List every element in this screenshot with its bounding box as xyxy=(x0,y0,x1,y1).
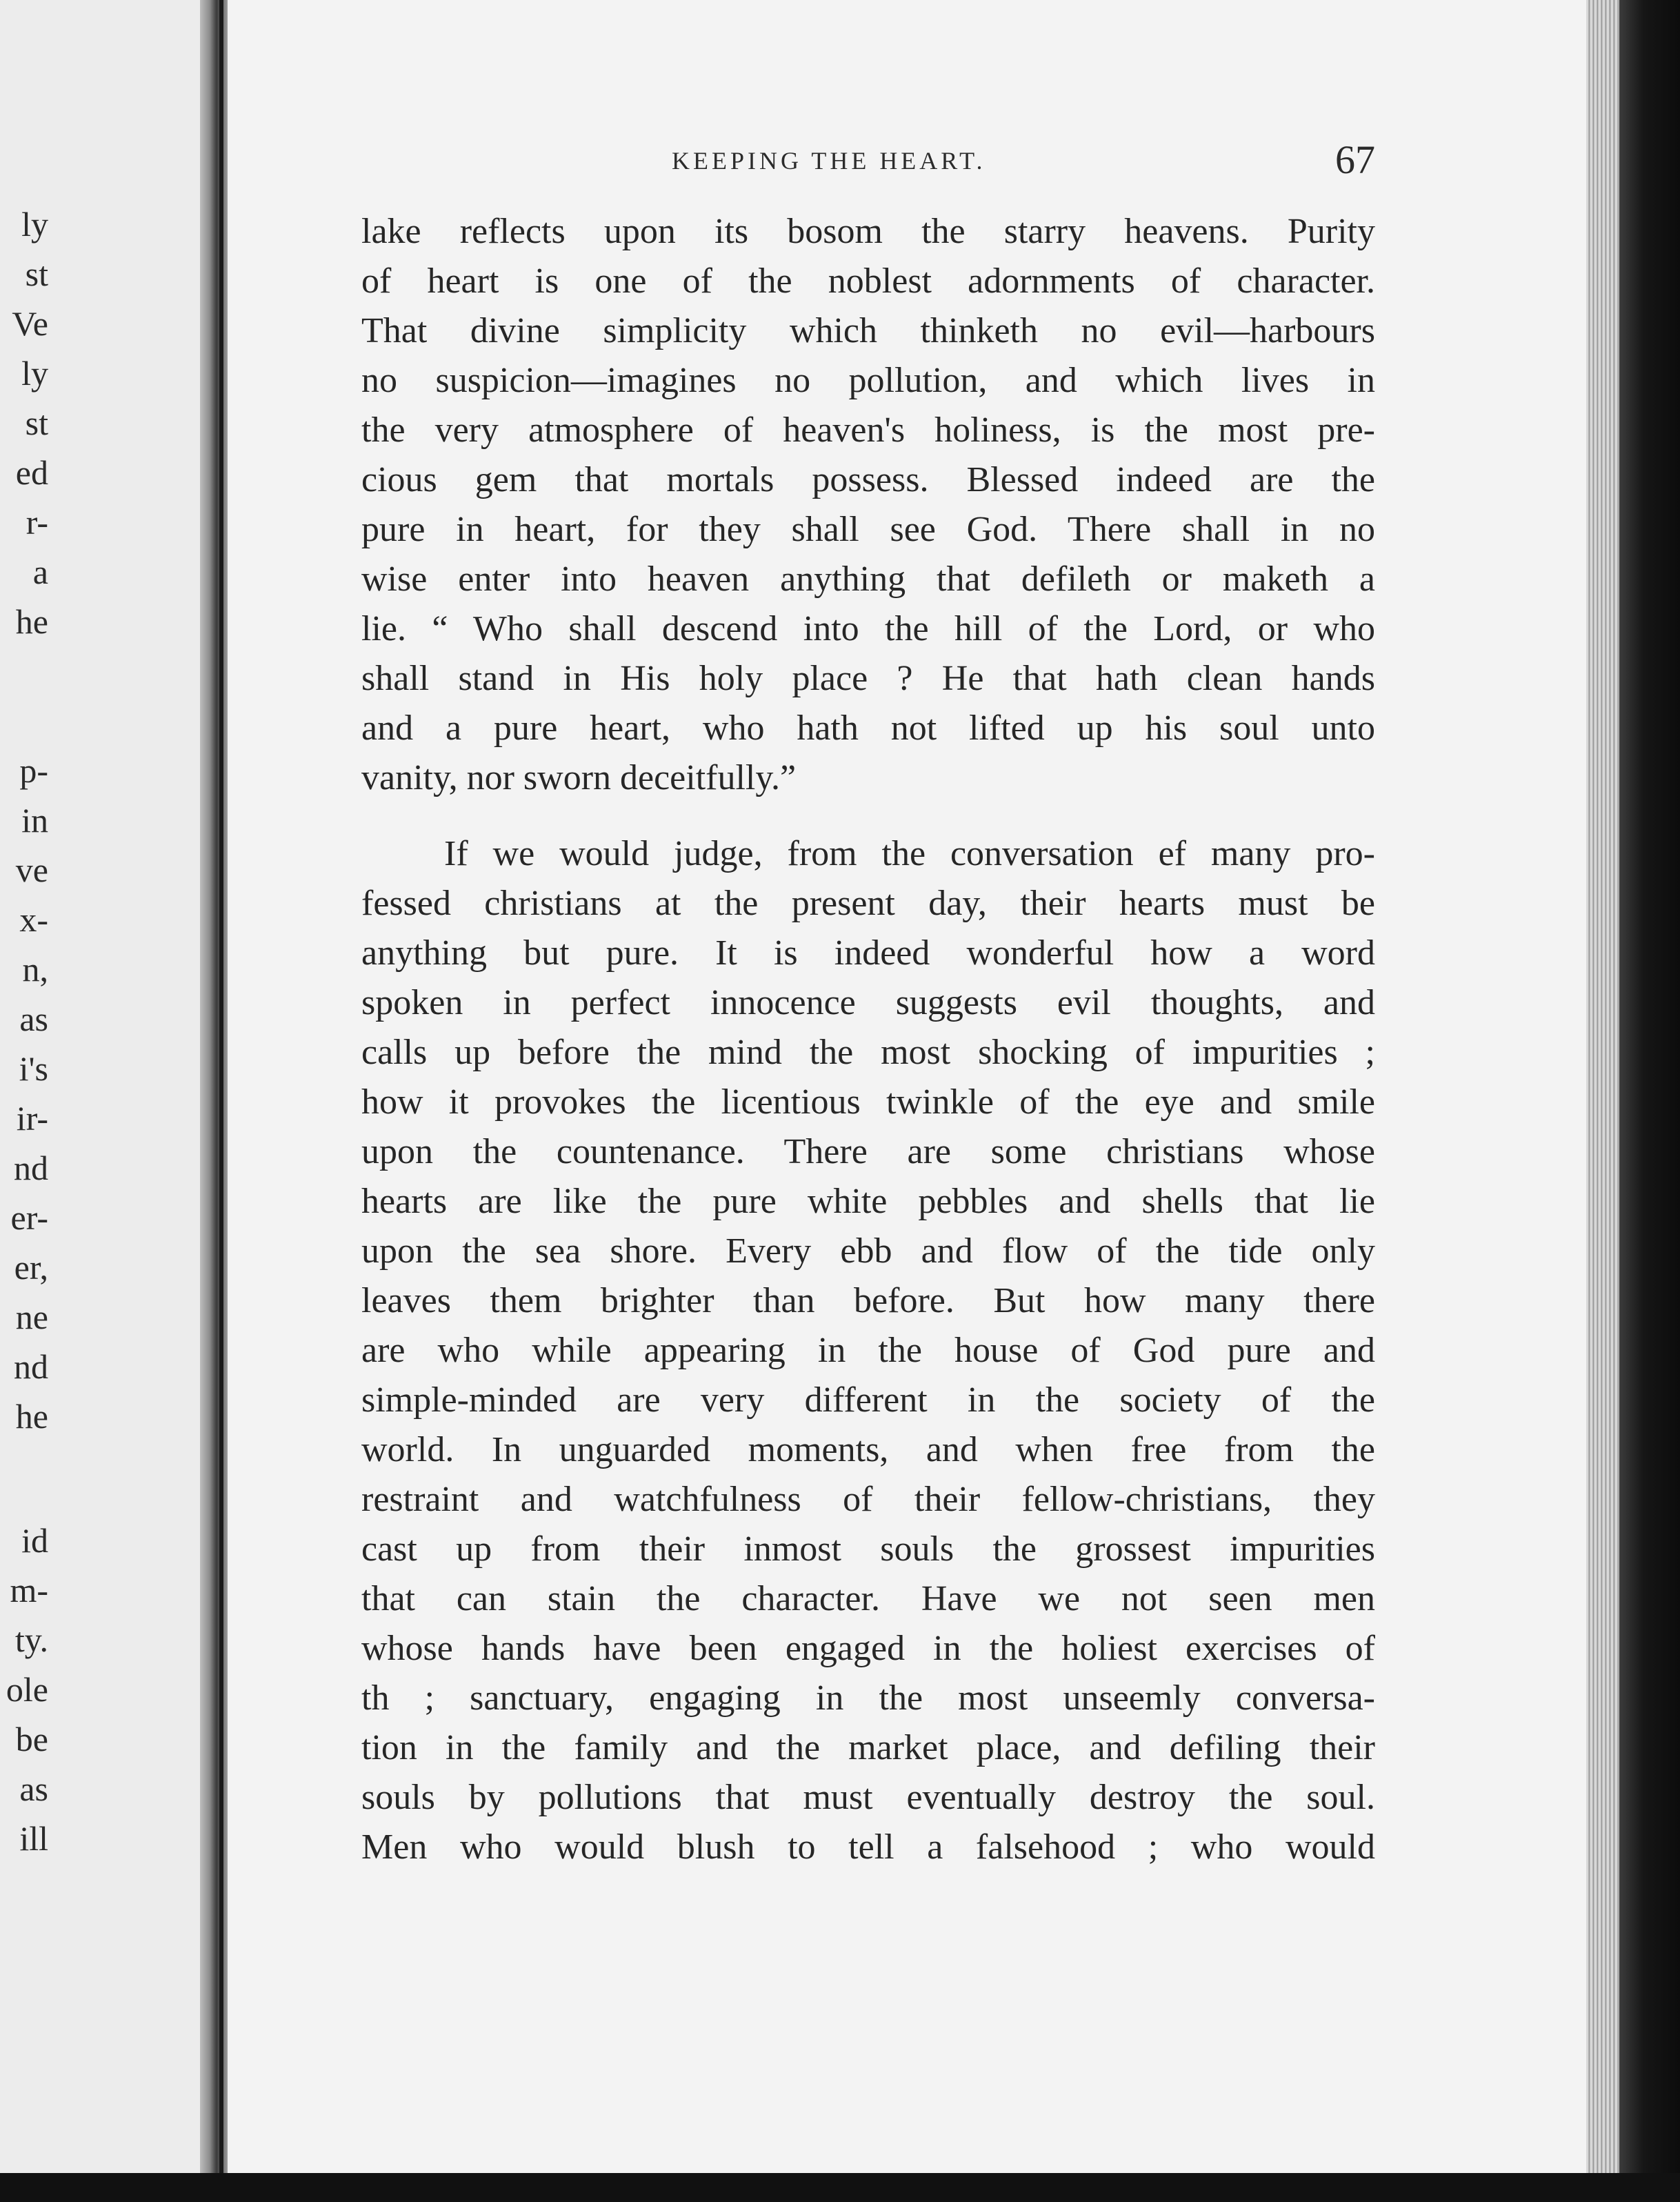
left-page-fragment: ir- xyxy=(16,1099,48,1138)
text-line: fessed christians at the present day, their hearts must be xyxy=(361,884,1375,923)
left-page-fragment: ed xyxy=(15,453,48,492)
paragraph xyxy=(361,207,1375,803)
left-page-fragment: p- xyxy=(19,751,48,790)
page-stack-edges xyxy=(1586,0,1619,2202)
left-page-fragment: er- xyxy=(10,1198,48,1237)
text-line: Men who would blush to tell a falsehood ; who would xyxy=(361,1827,1375,1867)
text-line: of heart is one of the noblest adornments of character. xyxy=(361,261,1375,301)
left-page-fragment: ly xyxy=(21,354,48,393)
left-page-fragment: ty. xyxy=(14,1620,48,1659)
text-line: whose hands have been engaged in the holiest exercises of xyxy=(361,1629,1375,1668)
paragraph-gap xyxy=(361,803,1375,829)
text-line: upon the countenance. There are some christians whose xyxy=(361,1132,1375,1171)
page-number: 67 xyxy=(1335,137,1375,182)
paragraph xyxy=(361,829,1375,1872)
text-line: cast up from their inmost souls the grossest impurities xyxy=(361,1529,1375,1569)
text-line: upon the sea shore. Every ebb and flow of the tide only xyxy=(361,1231,1375,1271)
left-facing-page xyxy=(0,0,200,2202)
text-line: are who while appearing in the house of God pure and xyxy=(361,1331,1375,1370)
text-line: souls by pollutions that must eventually destroy the soul. xyxy=(361,1778,1375,1817)
left-page-fragment: as xyxy=(19,1769,48,1808)
bottom-shadow xyxy=(0,2173,1680,2202)
text-line: world. In unguarded moments, and when free from the xyxy=(361,1430,1375,1469)
gutter-shadow-line xyxy=(219,0,223,2202)
left-page-fragment: ne xyxy=(15,1298,48,1336)
left-page-fragment: Ve xyxy=(12,304,48,343)
left-page-fragment: he xyxy=(15,602,48,641)
text-line: shall stand in His holy place ? He that hath clean hands xyxy=(361,659,1375,698)
left-page-fragment: ole xyxy=(6,1670,48,1709)
body-text xyxy=(361,207,1375,1872)
left-page-fragment: n, xyxy=(22,950,48,989)
text-line: leaves them brighter than before. But how many there xyxy=(361,1281,1375,1320)
left-page-fragment: be xyxy=(15,1720,48,1758)
left-page-fragment: he xyxy=(15,1397,48,1436)
left-page-fragment: st xyxy=(25,255,48,293)
text-line: simple-minded are very different in the society of the xyxy=(361,1380,1375,1420)
text-line: how it provokes the licentious twinkle of the eye and smile xyxy=(361,1082,1375,1122)
left-page-fragment: id xyxy=(21,1521,48,1560)
text-line: If we would judge, from the conversation ef many pro- xyxy=(444,834,1375,873)
text-line: cious gem that mortals possess. Blessed indeed are the xyxy=(361,460,1375,499)
left-page-fragment: in xyxy=(21,801,48,840)
text-line: the very atmosphere of heaven's holiness, is the most pre- xyxy=(361,410,1375,450)
left-page-fragment: er, xyxy=(14,1248,48,1287)
text-line: wise enter into heaven anything that defileth or maketh a xyxy=(361,559,1375,599)
text-line: and a pure heart, who hath not lifted up his soul unto xyxy=(361,708,1375,748)
text-line: lie. “ Who shall descend into the hill of the Lord, or who xyxy=(361,609,1375,648)
text-line: th ; sanctuary, engaging in the most unseemly conversa- xyxy=(361,1678,1375,1718)
left-page-fragment: r- xyxy=(26,503,48,542)
left-page-fragment: m- xyxy=(10,1571,48,1609)
text-line: spoken in perfect innocence suggests evil thoughts, and xyxy=(361,983,1375,1022)
left-page-fragment: st xyxy=(25,404,48,442)
text-line: vanity, nor sworn deceitfully.” xyxy=(361,758,797,797)
text-line: tion in the family and the market place, and defiling their xyxy=(361,1728,1375,1767)
text-line: That divine simplicity which thinketh no evil—harbours xyxy=(361,311,1375,350)
left-page-fragment: i's xyxy=(19,1049,48,1088)
running-title: KEEPING THE HEART. xyxy=(672,147,986,175)
book-gutter xyxy=(200,0,228,2202)
left-page-fragment: ly xyxy=(21,205,48,244)
text-line: restraint and watchfulness of their fellow-christians, they xyxy=(361,1480,1375,1519)
text-line: lake reflects upon its bosom the starry heavens. Purity xyxy=(361,212,1375,251)
left-page-fragment: ill xyxy=(19,1819,48,1858)
text-line: that can stain the character. Have we not seen men xyxy=(361,1579,1375,1618)
text-line: hearts are like the pure white pebbles and shells that lie xyxy=(361,1182,1375,1221)
left-page-fragment: a xyxy=(32,553,48,591)
running-header xyxy=(361,137,1375,185)
left-page-text-fragments xyxy=(0,0,200,2202)
left-page-fragment: x- xyxy=(19,900,48,939)
left-page-fragment: ve xyxy=(15,851,48,889)
text-line: calls up before the mind the most shocking of impurities ; xyxy=(361,1033,1375,1072)
text-line: anything but pure. It is indeed wonderful how a word xyxy=(361,933,1375,973)
left-page-fragment: nd xyxy=(14,1149,48,1187)
text-line: no suspicion—imagines no pollution, and which lives in xyxy=(361,361,1375,400)
text-line: pure in heart, for they shall see God. There shall in no xyxy=(361,510,1375,549)
left-page-fragment: as xyxy=(19,1000,48,1038)
book-cover-edge xyxy=(1619,0,1680,2202)
left-page-fragment: nd xyxy=(14,1347,48,1386)
